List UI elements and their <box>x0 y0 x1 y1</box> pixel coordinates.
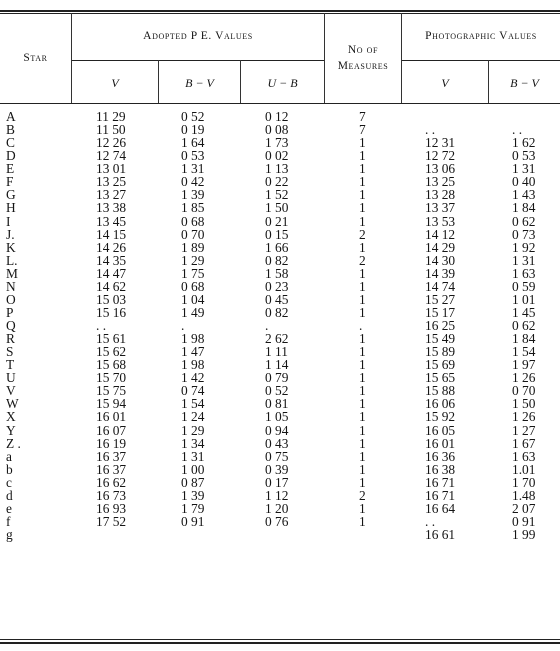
measures-cell: 7 <box>359 109 366 124</box>
bv-cell: 1 75 <box>181 265 205 281</box>
v-cell: 14 62 <box>96 278 127 294</box>
v-cell: 15 16 <box>96 304 127 320</box>
measures-cell: 1 <box>359 148 366 164</box>
ub-cell: 0 45 <box>265 291 289 307</box>
bv-cell: 1 39 <box>181 187 205 203</box>
measures-header-line2: Measures <box>337 60 389 72</box>
bv-cell: 1 98 <box>181 357 205 373</box>
bv-cell: 1 31 <box>181 448 205 464</box>
v-cell: 16 73 <box>96 487 127 503</box>
photo-v-cell: 12 31 <box>425 135 456 151</box>
header-divider-measures-left <box>324 13 325 103</box>
photo-v-cell: 14 29 <box>425 239 456 255</box>
star-cell: T <box>6 357 15 373</box>
photo-bv-cell: 1 62 <box>512 135 536 151</box>
photo-bv-cell: 1 99 <box>512 527 536 542</box>
measures-cell: 1 <box>359 344 366 360</box>
bv-cell: 1 00 <box>181 461 205 477</box>
bv-cell: . <box>181 318 185 333</box>
star-cell: f <box>6 513 11 529</box>
star-cell: Q <box>6 318 16 333</box>
measures-cell: 2 <box>359 487 366 503</box>
photo-bv-cell: 1.48 <box>512 487 536 503</box>
measures-cell <box>359 528 366 541</box>
photo-v-cell: 15 49 <box>425 331 456 347</box>
measures-column <box>359 110 366 541</box>
v-cell: 14 15 <box>96 226 127 242</box>
photo-bv-cell: 1 31 <box>512 252 536 268</box>
ub-cell: 1 05 <box>265 409 289 425</box>
v-column <box>96 110 126 541</box>
v-cell: 14 47 <box>96 265 127 281</box>
photo-bv-cell: 1 27 <box>512 422 536 438</box>
measures-cell: 1 <box>359 174 366 190</box>
star-cell: c <box>6 474 12 490</box>
photo-bv-cell: 1 50 <box>512 396 536 412</box>
adopted-pe-header: Adopted P E. Values <box>143 30 253 42</box>
star-cell: D <box>6 148 16 164</box>
bv-cell: 0 42 <box>181 174 205 190</box>
photo-v-cell: 16 05 <box>425 422 456 438</box>
ub-cell: 0 22 <box>265 174 289 190</box>
v-cell: 14 26 <box>96 239 127 255</box>
v-cell: 15 70 <box>96 370 127 386</box>
photo-v-cell: 13 06 <box>425 161 456 177</box>
photo-bv-cell: 0 59 <box>512 278 536 294</box>
photo-bv-cell: 0 40 <box>512 174 536 190</box>
ub-cell: 0 08 <box>265 122 289 138</box>
ub-cell: 1 52 <box>265 187 289 203</box>
photo-bv-cell: 1 63 <box>512 448 536 464</box>
star-cell: U <box>6 370 16 386</box>
star-cell: C <box>6 135 15 151</box>
photo-bv-cell: 1 26 <box>512 409 536 425</box>
ub-cell: 0 75 <box>265 448 289 464</box>
photo-bv-cell: 1 84 <box>512 200 536 216</box>
star-cell: K <box>6 239 16 255</box>
photo-v-cell: 15 89 <box>425 344 456 360</box>
bv-cell: 0 74 <box>181 383 205 399</box>
bottom-rule-inner <box>0 639 560 640</box>
star-cell: F <box>6 174 14 190</box>
v-cell: 11 29 <box>96 109 126 124</box>
v-cell: 12 74 <box>96 148 127 164</box>
measures-cell: 1 <box>359 461 366 477</box>
star-cell: X <box>6 409 16 425</box>
group-header-rule-left <box>72 60 324 61</box>
photo-v-cell: 15 88 <box>425 383 456 399</box>
star-cell: I <box>6 213 11 229</box>
bottom-rule <box>0 642 560 644</box>
measures-cell: 1 <box>359 383 366 399</box>
photo-v-cell: 14 39 <box>425 265 456 281</box>
bv-cell: 1 89 <box>181 239 205 255</box>
star-cell: M <box>6 265 18 281</box>
photo-bv-cell: 0 62 <box>512 213 536 229</box>
bv-cell: 1 98 <box>181 331 205 347</box>
star-cell: O <box>6 291 16 307</box>
photo-v-cell: 15 92 <box>425 409 456 425</box>
photo-v-cell: 15 65 <box>425 370 456 386</box>
photo-bv-cell: 0 62 <box>512 318 536 333</box>
measures-cell: 1 <box>359 213 366 229</box>
ub-cell: 0 15 <box>265 226 289 242</box>
ub-cell: . <box>265 318 269 333</box>
photo-bv-cell: 0 73 <box>512 226 536 242</box>
photo-v-cell: 14 30 <box>425 252 456 268</box>
bv-cell: 1 42 <box>181 370 205 386</box>
measures-cell: 1 <box>359 161 366 177</box>
star-cell: P <box>6 304 14 320</box>
star-column <box>6 110 21 541</box>
photo-v-cell: 16 01 <box>425 435 456 451</box>
ub-cell: 1 11 <box>265 344 288 360</box>
v-cell: 15 03 <box>96 291 127 307</box>
v-cell: 16 07 <box>96 422 127 438</box>
measures-cell: 1 <box>359 291 366 307</box>
ub-cell <box>265 528 288 541</box>
bv-cell: 1 29 <box>181 422 205 438</box>
star-cell: Z . <box>6 435 21 451</box>
bv-cell: 0 87 <box>181 474 205 490</box>
measures-cell: 1 <box>359 265 366 281</box>
ub-cell: 0 82 <box>265 304 289 320</box>
photo-v-cell: 13 28 <box>425 187 456 203</box>
ub-cell: 0 79 <box>265 370 289 386</box>
star-cell: N <box>6 278 16 294</box>
photo-bv-column <box>512 110 535 541</box>
photo-v-cell: 16 25 <box>425 318 456 333</box>
photo-v-column <box>425 110 455 541</box>
ub-column <box>265 110 288 541</box>
photo-v-cell: . . <box>425 513 436 529</box>
measures-cell: 1 <box>359 396 366 412</box>
photo-v-cell: 16 64 <box>425 500 456 516</box>
measures-cell: 1 <box>359 187 366 203</box>
v-cell: . . <box>96 318 107 333</box>
v-cell: 11 50 <box>96 122 126 138</box>
photo-bv-cell: 1.01 <box>512 461 536 477</box>
photo-v-cell: 15 17 <box>425 304 456 320</box>
measures-cell: 1 <box>359 409 366 425</box>
ub-cell: 0 81 <box>265 396 289 412</box>
star-cell: W <box>6 396 19 412</box>
star-header: Star <box>23 52 48 64</box>
bv-cell: 1 31 <box>181 161 205 177</box>
photo-v-cell: 14 12 <box>425 226 456 242</box>
photo-v-cell: 14 74 <box>425 278 456 294</box>
ub-cell: 0 39 <box>265 461 289 477</box>
photo-bv-cell: 1 45 <box>512 304 536 320</box>
photo-bv-cell: 0 53 <box>512 148 536 164</box>
photo-v-cell: 15 27 <box>425 291 456 307</box>
ub-cell: 0 82 <box>265 252 289 268</box>
bv-cell <box>181 528 204 541</box>
measures-cell: 1 <box>359 422 366 438</box>
v-cell: 15 94 <box>96 396 127 412</box>
ub-cell: 1 12 <box>265 487 289 503</box>
star-cell: G <box>6 187 16 203</box>
measures-cell: 1 <box>359 370 366 386</box>
ub-cell: 0 43 <box>265 435 289 451</box>
photo-bv-cell: 1 97 <box>512 357 536 373</box>
measures-cell: 1 <box>359 278 366 294</box>
bv-cell: 1 29 <box>181 252 205 268</box>
photo-bv-cell: 1 01 <box>512 291 536 307</box>
bv-cell: 1 85 <box>181 200 205 216</box>
bv-cell: 1 04 <box>181 291 205 307</box>
ub-cell: 1 66 <box>265 239 289 255</box>
v-cell: 13 38 <box>96 200 127 216</box>
measures-cell: 7 <box>359 122 366 138</box>
measures-cell: 1 <box>359 239 366 255</box>
bv-cell: 0 19 <box>181 122 205 138</box>
measures-cell: 2 <box>359 226 366 242</box>
photo-bv-cell: 1 70 <box>512 474 536 490</box>
ub-cell: 0 21 <box>265 213 289 229</box>
photo-v-cell: 13 25 <box>425 174 456 190</box>
bv-cell: 0 52 <box>181 109 205 124</box>
ub-subheader: U − B <box>267 76 298 90</box>
photo-v-cell: 13 53 <box>425 213 456 229</box>
star-cell: B <box>6 122 15 138</box>
star-cell: R <box>6 331 15 347</box>
photo-bv-cell: 1 63 <box>512 265 536 281</box>
ub-cell: 1 58 <box>265 265 289 281</box>
bv-cell: 0 68 <box>181 213 205 229</box>
v-cell: 12 26 <box>96 135 127 151</box>
star-cell: A <box>6 109 16 124</box>
ub-cell: 1 13 <box>265 161 289 177</box>
ub-cell: 0 76 <box>265 513 289 529</box>
photo-v-cell: 16 71 <box>425 474 456 490</box>
bv-column <box>181 110 204 541</box>
star-cell: d <box>6 487 13 503</box>
photo-bv-cell: 0 91 <box>512 513 536 529</box>
measures-cell: . <box>359 318 363 333</box>
photo-v-cell: 15 69 <box>425 357 456 373</box>
photo-bv-subheader: B − V <box>510 76 539 90</box>
measures-cell: 1 <box>359 474 366 490</box>
photo-v-cell: 16 38 <box>425 461 456 477</box>
bv-cell: 1 79 <box>181 500 205 516</box>
v-cell: 17 52 <box>96 513 127 529</box>
ub-cell: 0 17 <box>265 474 289 490</box>
photo-bv-cell: 1 43 <box>512 187 536 203</box>
v-cell: 15 61 <box>96 331 127 347</box>
ub-cell: 1 14 <box>265 357 289 373</box>
photo-v-cell: 12 72 <box>425 148 456 164</box>
photo-v-cell: 16 71 <box>425 487 456 503</box>
photo-v-cell: 16 06 <box>425 396 456 412</box>
ub-cell: 0 02 <box>265 148 289 164</box>
bv-subheader: B − V <box>185 76 214 90</box>
ub-cell: 1 50 <box>265 200 289 216</box>
photo-v-cell: 16 36 <box>425 448 456 464</box>
photo-bv-cell: 1 54 <box>512 344 536 360</box>
star-cell: L. <box>6 252 18 268</box>
v-cell: 16 37 <box>96 448 127 464</box>
ub-cell: 0 23 <box>265 278 289 294</box>
v-cell: 16 93 <box>96 500 127 516</box>
group-header-rule-right <box>402 60 560 61</box>
v-cell: 13 45 <box>96 213 127 229</box>
ub-cell: 1 73 <box>265 135 289 151</box>
photo-v-cell: 16 61 <box>425 527 456 542</box>
bv-cell: 1 49 <box>181 304 205 320</box>
photo-v-subheader: V <box>441 76 449 90</box>
star-cell: V <box>6 383 16 399</box>
v-cell: 13 01 <box>96 161 127 177</box>
measures-cell: 1 <box>359 357 366 373</box>
v-cell: 16 62 <box>96 474 127 490</box>
photo-bv-cell: 1 26 <box>512 370 536 386</box>
photographic-header: Photographic Values <box>425 30 537 42</box>
v-cell: 16 37 <box>96 461 127 477</box>
measures-cell: 1 <box>359 500 366 516</box>
measures-cell: 1 <box>359 304 366 320</box>
measures-cell: 1 <box>359 135 366 151</box>
ub-cell: 1 20 <box>265 500 289 516</box>
measures-cell: 1 <box>359 200 366 216</box>
star-cell: g <box>6 527 13 542</box>
star-cell: e <box>6 500 12 516</box>
bv-cell: 1 39 <box>181 487 205 503</box>
bv-cell: 1 34 <box>181 435 205 451</box>
photo-bv-cell: 2 07 <box>512 500 536 516</box>
top-rule <box>0 10 560 12</box>
ub-cell: 0 12 <box>265 109 289 124</box>
bv-cell: 1 47 <box>181 344 205 360</box>
v-cell: 13 25 <box>96 174 127 190</box>
top-rule-inner <box>0 13 560 14</box>
star-cell: b <box>6 461 13 477</box>
bv-cell: 0 91 <box>181 513 205 529</box>
header-bottom-rule <box>0 103 560 104</box>
bv-cell: 0 68 <box>181 278 205 294</box>
v-cell: 16 19 <box>96 435 127 451</box>
measures-cell: 1 <box>359 435 366 451</box>
ub-cell: 0 52 <box>265 383 289 399</box>
photo-bv-cell: 0 70 <box>512 383 536 399</box>
star-cell: S <box>6 344 14 360</box>
photo-bv-cell: 1 67 <box>512 435 536 451</box>
star-cell: Y <box>6 422 16 438</box>
v-cell: 15 75 <box>96 383 127 399</box>
v-subheader: V <box>111 76 119 90</box>
ub-cell: 2 62 <box>265 331 289 347</box>
v-cell: 13 27 <box>96 187 127 203</box>
measures-cell: 1 <box>359 513 366 529</box>
measures-cell: 2 <box>359 252 366 268</box>
photo-v-cell: . . <box>425 122 436 138</box>
v-cell <box>96 528 126 541</box>
photo-bv-cell: 1 84 <box>512 331 536 347</box>
bv-cell: 1 54 <box>181 396 205 412</box>
photo-bv-cell: 1 92 <box>512 239 536 255</box>
photo-bv-cell: 1 31 <box>512 161 536 177</box>
v-cell: 14 35 <box>96 252 127 268</box>
ub-cell: 0 94 <box>265 422 289 438</box>
v-cell: 15 62 <box>96 344 127 360</box>
measures-cell: 1 <box>359 448 366 464</box>
star-cell: H <box>6 200 16 216</box>
photo-bv-cell: . . <box>512 122 523 138</box>
bv-cell: 0 53 <box>181 148 205 164</box>
v-cell: 15 68 <box>96 357 127 373</box>
bv-cell: 0 70 <box>181 226 205 242</box>
bv-cell: 1 24 <box>181 409 205 425</box>
star-cell: J. <box>6 226 15 242</box>
star-cell: E <box>6 161 15 177</box>
star-cell: a <box>6 448 12 464</box>
v-cell: 16 01 <box>96 409 127 425</box>
bv-cell: 1 64 <box>181 135 205 151</box>
measures-header-line1: No of <box>347 44 379 56</box>
photo-v-cell: 13 37 <box>425 200 456 216</box>
measures-cell: 1 <box>359 331 366 347</box>
